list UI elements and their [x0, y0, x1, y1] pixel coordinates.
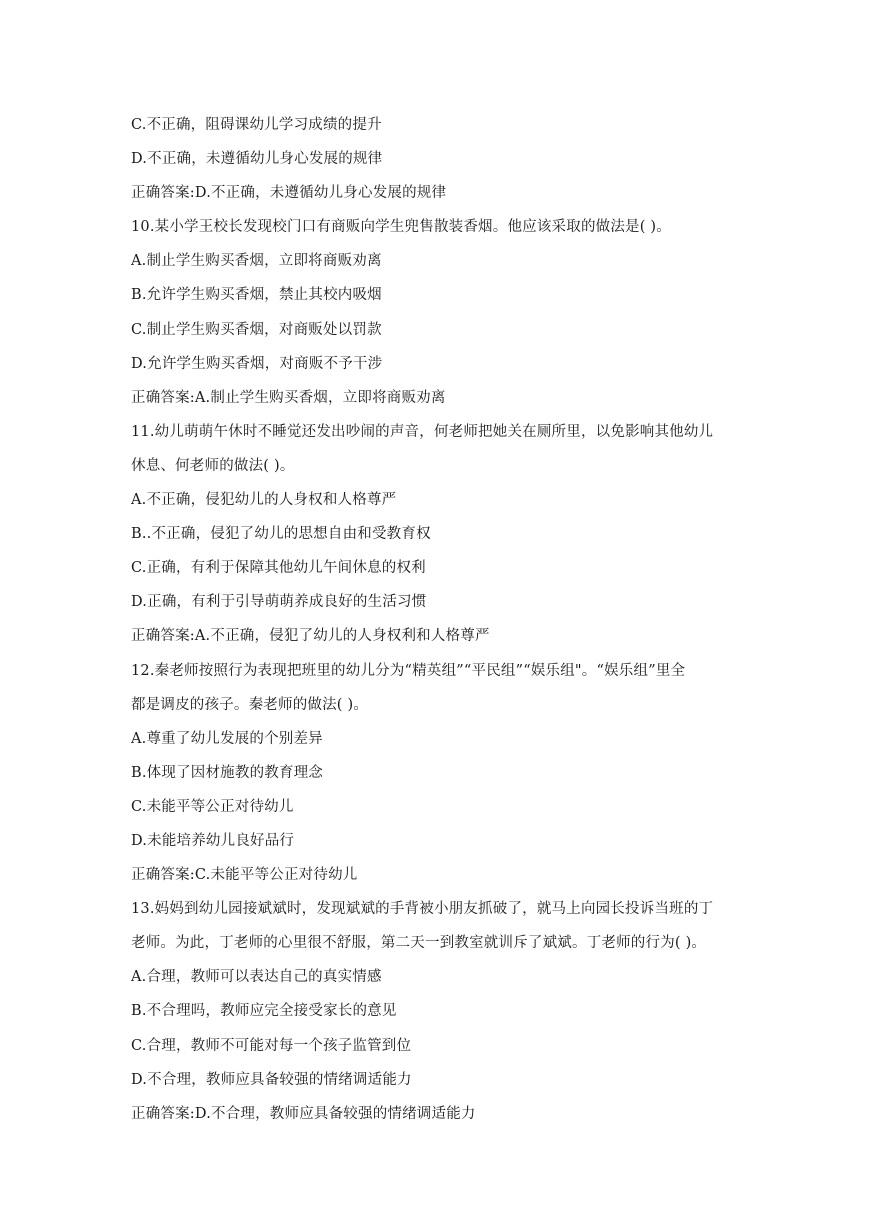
q13-option-a: A.合理，教师可以表达自己的真实情感 [131, 969, 382, 986]
q12-stem-line-1: 12.秦老师按照行为表现把班里的幼儿分为“精英组”“平民组”“娱乐组"。“娱乐组”里全 [131, 662, 686, 679]
q13-option-c: C.合理，教师不可能对每一个孩子监管到位 [131, 1037, 412, 1054]
q11-stem-line-2: 休息、何老师的做法( )。 [131, 457, 295, 474]
q10-answer: 正确答案:A.制止学生购买香烟，立即将商贩劝离 [131, 389, 446, 406]
q13-stem-line-2: 老师。为此，丁老师的心里很不舒服，第二天一到教室就训斥了斌斌。丁老师的行为( )。 [131, 935, 707, 952]
q12-option-b: B.体现了因材施教的教育理念 [131, 764, 324, 781]
q13-stem-line-1: 13.妈妈到幼儿园接斌斌时，发现斌斌的手背被小朋友抓破了，就马上向园长投诉当班的丁 [131, 901, 714, 918]
q9-option-d: D.不正确，未遵循幼儿身心发展的规律 [131, 151, 383, 168]
q10-stem: 10.某小学王校长发现校门口有商贩向学生兜售散装香烟。他应该采取的做法是( )。 [131, 219, 671, 236]
q10-option-c: C.制止学生购买香烟，对商贩处以罚款 [131, 321, 382, 338]
q11-stem-line-1: 11.幼儿萌萌午休时不睡觉还发出吵闹的声音，何老师把她关在厕所里，以免影响其他幼儿 [131, 423, 714, 440]
q12-stem-line-2: 都是调皮的孩子。秦老师的做法( )。 [131, 696, 369, 713]
document-body [131, 108, 751, 1131]
q12-answer: 正确答案:C.未能平等公正对待幼儿 [131, 867, 358, 884]
q12-option-a: A.尊重了幼儿发展的个别差异 [131, 730, 323, 747]
q12-option-d: D.未能培养幼儿良好品行 [131, 832, 295, 849]
q10-option-d: D.允许学生购买香烟，对商贩不予干涉 [131, 355, 383, 372]
q11-option-a: A.不正确，侵犯幼儿的人身权和人格尊严 [131, 492, 397, 509]
q10-option-b: B.允许学生购买香烟，禁止其校内吸烟 [131, 287, 382, 304]
q12-option-c: C.未能平等公正对待幼儿 [131, 798, 294, 815]
q9-option-c: C.不正确，阻碍课幼儿学习成绩的提升 [131, 117, 382, 133]
q13-option-b: B.不合理吗，教师应完全接受家长的意见 [131, 1003, 397, 1020]
q13-option-d: D.不合理，教师应具备较强的情绪调适能力 [131, 1071, 412, 1088]
q11-answer: 正确答案:A.不正确，侵犯了幼儿的人身权利和人格尊严 [131, 628, 490, 645]
q11-option-d: D.正确，有利于引导萌萌养成良好的生活习惯 [131, 594, 427, 611]
q11-option-c: C.正确，有利于保障其他幼儿午间休息的权利 [131, 560, 426, 577]
q11-option-b: B..不正确，侵犯了幼儿的思想自由和受教育权 [131, 526, 431, 543]
q13-answer: 正确答案:D.不合理，教师应具备较强的情绪调适能力 [131, 1105, 476, 1122]
q9-answer: 正确答案:D.不正确，未遵循幼儿身心发展的规律 [131, 185, 447, 202]
q10-option-a: A.制止学生购买香烟，立即将商贩劝离 [131, 253, 382, 270]
